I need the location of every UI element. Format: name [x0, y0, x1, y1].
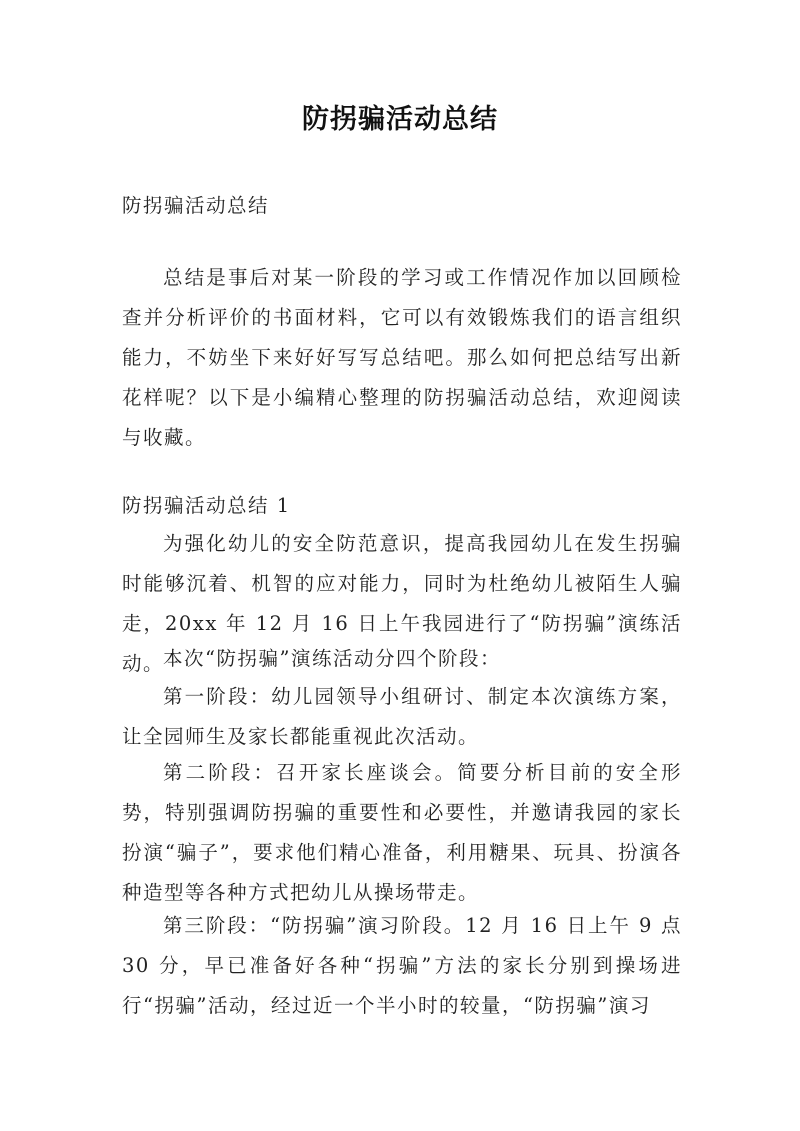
body-paragraph: 为强化幼儿的安全防范意识，提高我园幼儿在发生拐骗时能够沉着、机智的应对能力，同时为杜绝幼儿被陌生人骗走，20xx 年 12 月 16 日上午我园进行了“防拐骗”演练活动。 — [122, 532, 682, 675]
document-subtitle: 防拐骗活动总结 — [122, 194, 270, 217]
body-paragraph: 第一阶段：幼儿园领导小组研讨、制定本次演练方案，让全园师生及家长都能重视此次活动。 — [122, 685, 682, 748]
body-paragraph: 本次“防拐骗”演练活动分四个阶段： — [163, 647, 501, 670]
body-paragraph: 第二阶段：召开家长座谈会。简要分析目前的安全形势，特别强调防拐骗的重要性和必要性，并邀请我园的家长扮演“骗子”，要求他们精心准备，利用糖果、玩具、扮演各种造型等各种方式把幼儿从操场带走。 — [122, 761, 682, 904]
section-heading: 防拐骗活动总结 1 — [122, 494, 291, 517]
body-paragraph: 第三阶段：“防拐骗”演习阶段。12 月 16 日上午 9 点 30 分，早已准备好各种“拐骗”方法的家长分别到操场进行“拐骗”活动，经过近一个半小时的较量，“防拐骗”演习 — [122, 914, 682, 1017]
intro-paragraph: 总结是事后对某一阶段的学习或工作情况作加以回顾检查并分析评价的书面材料，它可以有效锻炼我们的语言组织能力，不妨坐下来好好写写总结吧。那么如何把总结写出新花样呢？以下是小编精心整理的防拐骗活动总结，欢迎阅读与收藏。 — [122, 266, 682, 449]
document-title: 防拐骗活动总结 — [302, 104, 498, 135]
